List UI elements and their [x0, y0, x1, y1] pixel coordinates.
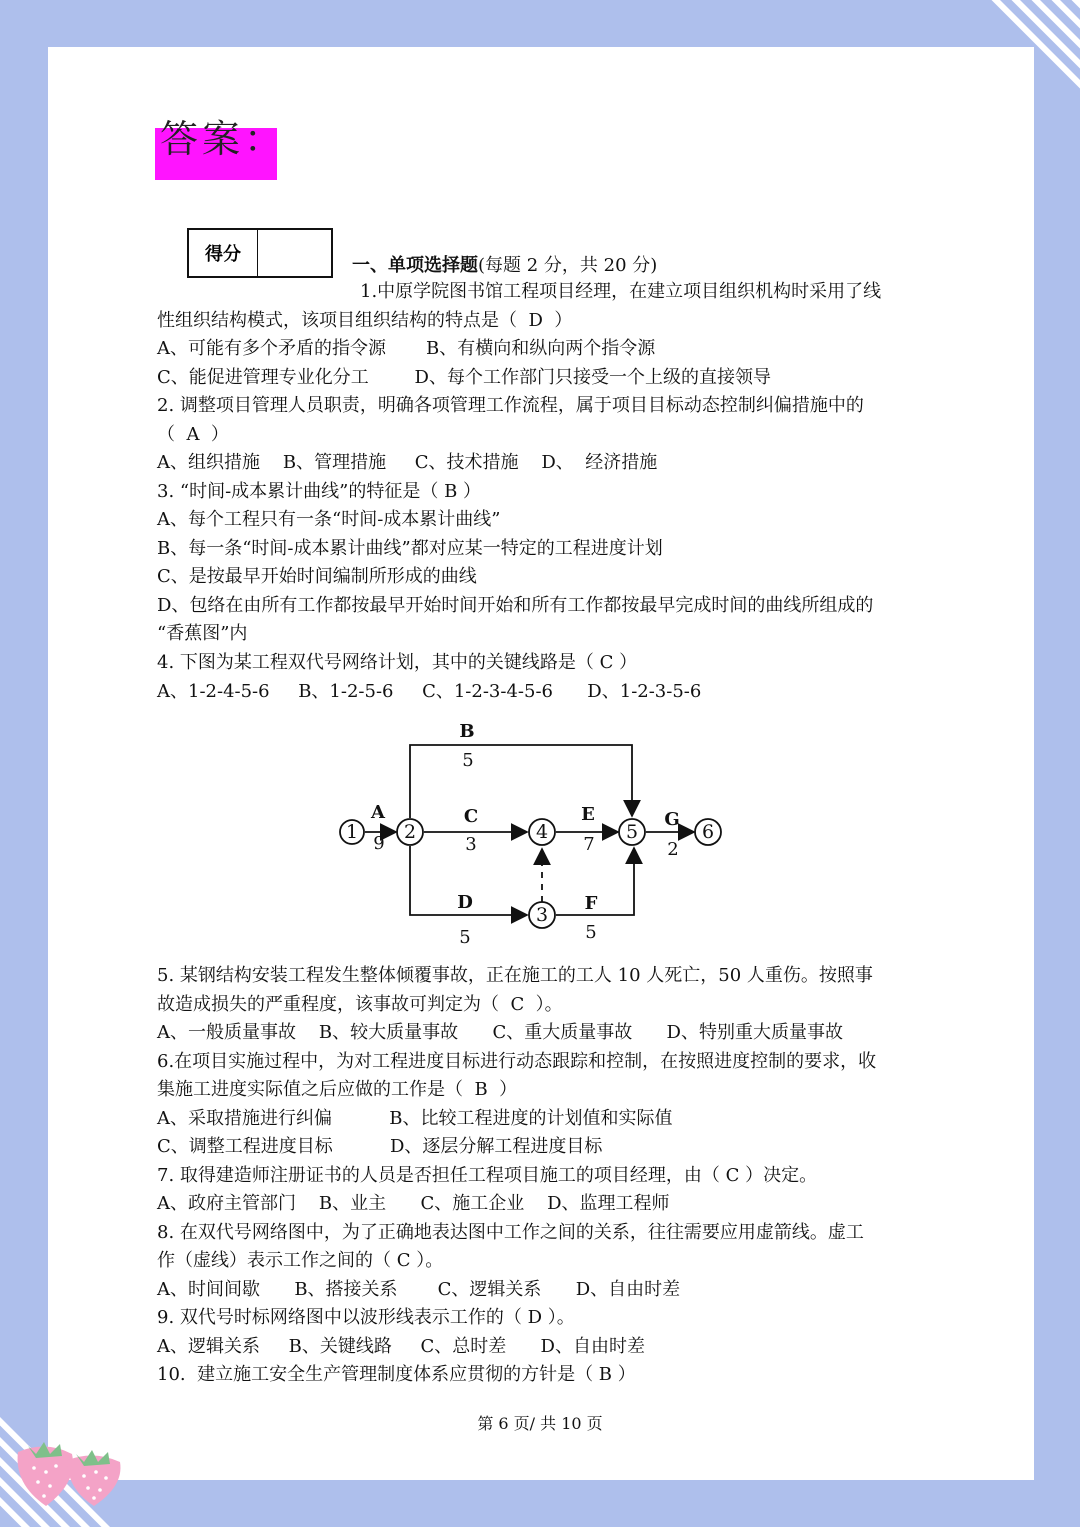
- node-5: 5: [625, 821, 639, 843]
- question-line: 作（虚线）表示工作之间的（ C ）。: [157, 1250, 444, 1271]
- score-table: [187, 228, 333, 278]
- arrow-b: [410, 745, 632, 818]
- option-line: D、包络在由所有工作都按最早开始时间开始和所有工作都按最早完成时间的曲线所组成的: [157, 595, 874, 616]
- page-footer: 第 6 页/ 共 10 页: [477, 1414, 603, 1433]
- question-line: 6.在项目实施过程中，为对工程进度目标进行动态跟踪和控制，在按照进度控制的要求，收: [157, 1051, 877, 1072]
- section-title-bold: 一、单项选择题: [352, 255, 478, 276]
- activity-g-label: G: [664, 809, 680, 830]
- option-line: A、可能有多个矛盾的指令源 B、有横向和纵向两个指令源: [157, 338, 656, 359]
- question-line: 8. 在双代号网络图中，为了正确地表达图中工作之间的关系，往往需要应用虚箭线。虚工: [157, 1222, 864, 1243]
- activity-a-duration: 9: [373, 833, 385, 854]
- node-3: 3: [535, 904, 549, 926]
- question-line: 2. 调整项目管理人员职责，明确各项管理工作流程，属于项目目标动态控制纠偏措施中的: [157, 395, 864, 416]
- question-line: 3. “时间-成本累计曲线”的特征是（ B ）: [157, 481, 482, 502]
- activity-b-label: B: [459, 721, 475, 742]
- option-line: A、逻辑关系 B、关键线路 C、总时差 D、自由时差: [157, 1336, 645, 1357]
- question-line: 5. 某钢结构安装工程发生整体倾覆事故，正在施工的工人 10 人死亡，50 人重伤。按照事: [157, 965, 873, 986]
- answer-label: 答案：: [160, 117, 287, 161]
- question-line: 9. 双代号时标网络图中以波形线表示工作的（ D ）。: [157, 1307, 575, 1328]
- option-line: “香蕉图”内: [157, 623, 248, 644]
- node-4: 4: [535, 821, 549, 843]
- activity-b-duration: 5: [462, 750, 474, 771]
- option-line: A、每个工程只有一条“时间-成本累计曲线”: [157, 509, 501, 530]
- activity-g-duration: 2: [667, 839, 679, 860]
- activity-f-duration: 5: [585, 922, 597, 943]
- question-line: 集施工进度实际值之后应做的工作是（ B ）: [157, 1079, 518, 1100]
- score-label: 得分: [189, 230, 258, 276]
- section-title-rest: (每题 2 分，共 20 分): [478, 255, 658, 276]
- option-line: A、政府主管部门 B、业主 C、施工企业 D、监理工程师: [157, 1193, 670, 1214]
- option-line: A、组织措施 B、管理措施 C、技术措施 D、 经济措施: [157, 452, 658, 473]
- node-6: 6: [701, 821, 715, 843]
- question-line: 10. 建立施工安全生产管理制度体系应贯彻的方针是（ B ）: [157, 1364, 636, 1385]
- score-value-cell: [258, 230, 331, 276]
- node-1: 1: [345, 821, 359, 843]
- option-line: A、时间间歇 B、搭接关系 C、逻辑关系 D、自由时差: [157, 1279, 681, 1300]
- node-2: 2: [403, 821, 417, 843]
- question-line: 7. 取得建造师注册证书的人员是否担任工程项目施工的项目经理，由（ C ）决定。: [157, 1165, 818, 1186]
- option-line: C、能促进管理专业化分工 D、每个工作部门只接受一个上级的直接领导: [157, 367, 771, 388]
- question-line: 故造成损失的严重程度，该事故可判定为（ C ）。: [157, 994, 563, 1015]
- question-line: 1.中原学院图书馆工程项目经理，在建立项目组织机构时采用了线: [360, 281, 882, 302]
- activity-d-label: D: [457, 892, 473, 913]
- option-line: A、1-2-4-5-6 B、1-2-5-6 C、1-2-3-4-5-6 D、1-2-3-5-6: [157, 681, 702, 702]
- activity-f-label: F: [584, 893, 598, 914]
- strawberry-icon: [6, 1432, 126, 1512]
- activity-a-label: A: [371, 802, 385, 823]
- option-line: B、每一条“时间-成本累计曲线”都对应某一特定的工程进度计划: [157, 538, 663, 559]
- activity-d-duration: 5: [459, 927, 471, 948]
- activity-c-label: C: [463, 806, 479, 827]
- option-line: A、采取措施进行纠偏 B、比较工程进度的计划值和实际值: [157, 1108, 673, 1129]
- activity-c-duration: 3: [465, 834, 477, 855]
- option-line: C、是按最早开始时间编制所形成的曲线: [157, 566, 477, 587]
- question-line: （ A ）: [157, 424, 229, 445]
- activity-e-label: E: [581, 804, 595, 825]
- question-line: 性组织结构模式，该项目组织结构的特点是（ D ）: [157, 310, 573, 331]
- option-line: A、一般质量事故 B、较大质量事故 C、重大质量事故 D、特别重大质量事故: [157, 1022, 843, 1043]
- option-line: C、调整工程进度目标 D、逐层分解工程进度目标: [157, 1136, 603, 1157]
- network-diagram: [330, 710, 730, 960]
- section-title: [352, 251, 657, 277]
- question-line: 4. 下图为某工程双代号网络计划，其中的关键线路是（ C ）: [157, 652, 638, 673]
- activity-e-duration: 7: [583, 834, 595, 855]
